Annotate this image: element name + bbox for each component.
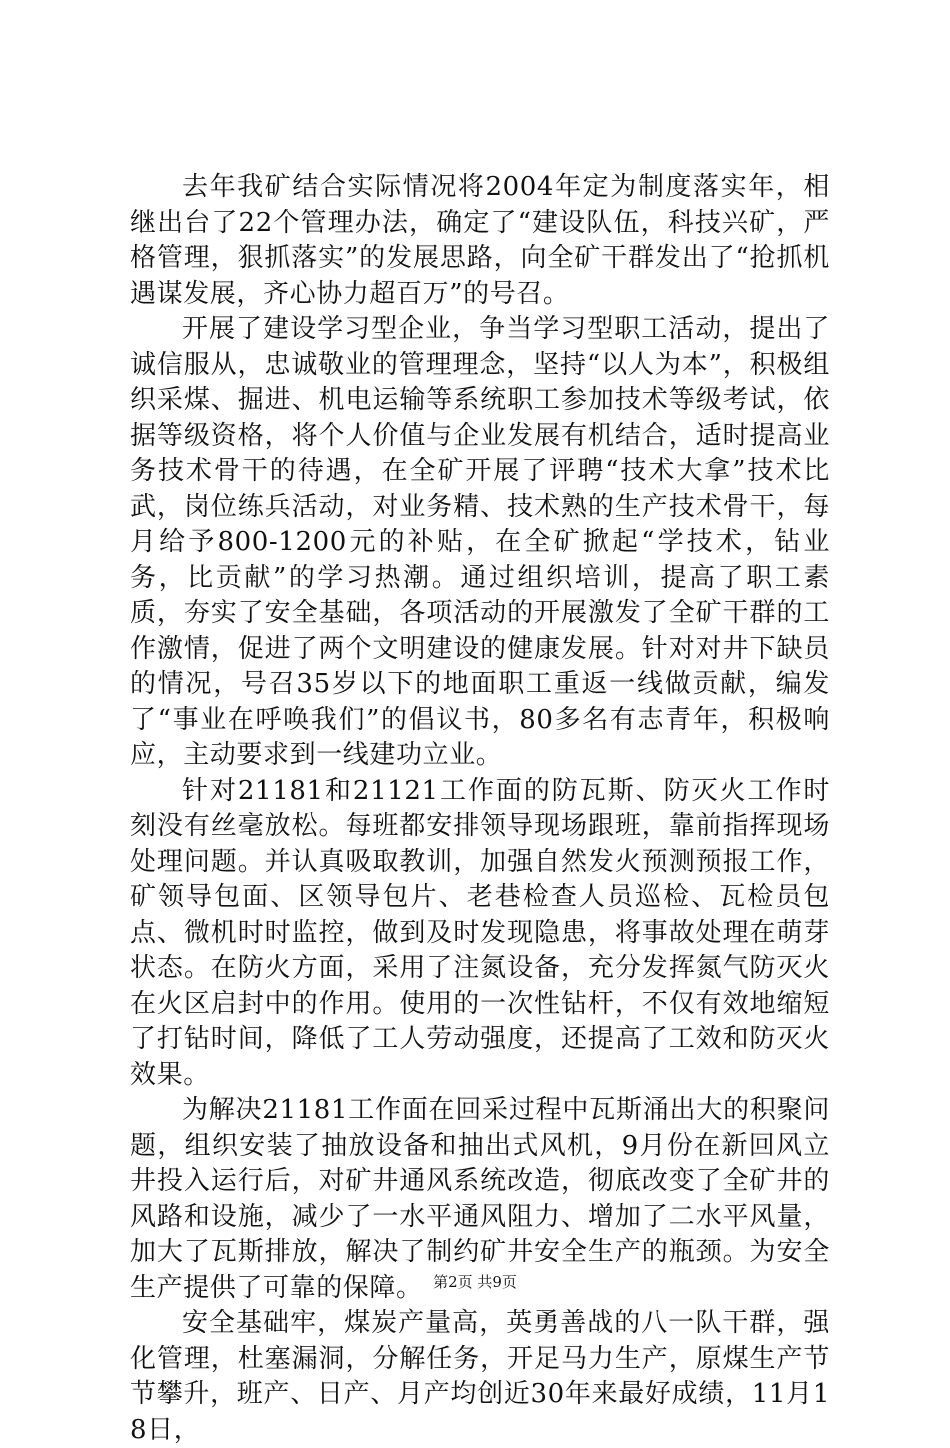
page-number-footer: 第2页 共9页 <box>433 1273 517 1291</box>
document-body <box>130 170 830 1448</box>
paragraph-1: 去年我矿结合实际情况将2004年定为制度落实年，相继出台了22个管理办法，确定了“建设队伍，科技兴矿，严格管理，狠抓落实”的发展思路，向全矿干群发出了“抢抓机遇谋发展，齐心协力超百万”的号召。 <box>130 172 830 309</box>
paragraph-3: 针对21181和21121工作面的防瓦斯、防灭火工作时刻没有丝毫放松。每班都安排领导现场跟班，靠前指挥现场处理问题。并认真吸取教训，加强自然发火预测预报工作，矿领导包面、区领导包片、老巷检查人员巡检、瓦检员包点、微机时时监控，做到及时发现隐患，将事故处理在萌芽状态。在防火方面，采用了注氮设备，充分发挥氮气防灭火在火区启封中的作用。使用的一次性钻杆，不仅有效地缩短了打钻时间，降低了工人劳动强度，还提高了工效和防灭火效果。 <box>130 775 830 1090</box>
paragraph-2: 开展了建设学习型企业，争当学习型职工活动，提出了诚信服从，忠诚敬业的管理理念，坚持“以人为本”，积极组织采煤、掘进、机电运输等系统职工参加技术等级考试，依据等级资格，将个人价值与企业发展有机结合，适时提高业务技术骨干的待遇，在全矿开展了评聘“技术大拿”技术比武，岗位练兵活动，对业务精、技术熟的生产技术骨干，每月给予800-1200元的补贴，在全矿掀起“学技术，钻业务，比贡献”的学习热潮。通过组织培训，提高了职工素质，夯实了安全基础，各项活动的开展激发了全矿干群的工作激情，促进了两个文明建设的健康发展。针对对井下缺员的情况，号召35岁以下的地面职工重返一线做贡献，编发了“事业在呼唤我们”的倡议书，80多名有志青年，积极响应，主动要求到一线建功立业。 <box>130 314 830 770</box>
paragraph-5: 安全基础牢，煤炭产量高，英勇善战的八一队干群，强化管理，杜塞漏洞，分解任务，开足马力生产，原煤生产节节攀升，班产、日产、月产均创近30年来最好成绩，11月18日， <box>130 1308 830 1445</box>
paragraph-4: 为解决21181工作面在回采过程中瓦斯涌出大的积聚问题，组织安装了抽放设备和抽出式风机，9月份在新回风立井投入运行后，对矿井通风系统改造，彻底改变了全矿井的风路和设施，减少了一水平通风阻力、增加了二水平风量，加大了瓦斯排放，解决了制约矿井安全生产的瓶颈。为安全生产提供了可靠的保障。 <box>130 1095 830 1303</box>
